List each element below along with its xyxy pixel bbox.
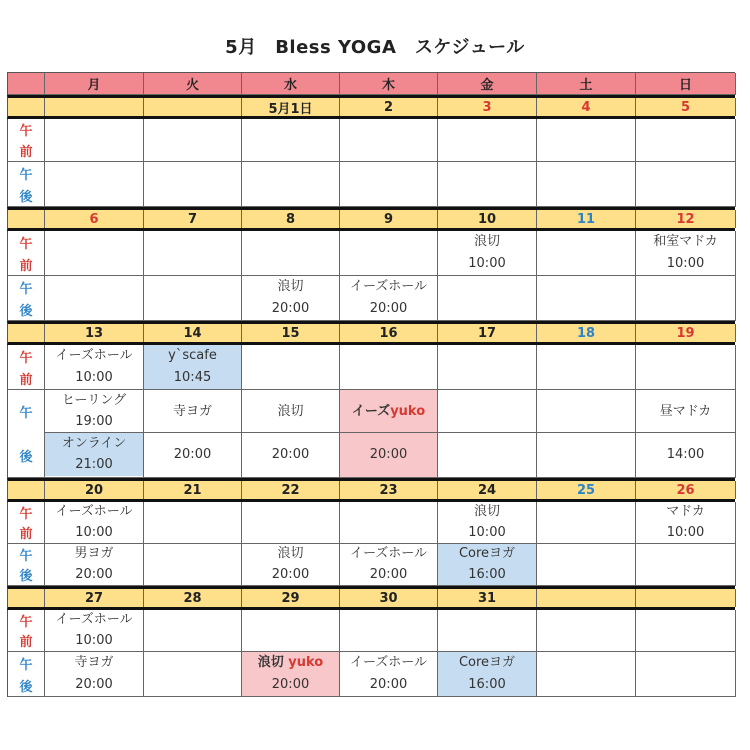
schedule-cell bbox=[537, 610, 636, 652]
event-name: 寺ヨガ bbox=[74, 654, 114, 670]
schedule-cell bbox=[537, 502, 636, 544]
schedule-cell bbox=[636, 544, 736, 586]
schedule-cell bbox=[242, 276, 340, 321]
event bbox=[45, 610, 143, 651]
event-name: 浪切 bbox=[473, 504, 500, 520]
pm-row bbox=[7, 276, 735, 321]
date-cell: 12 bbox=[636, 210, 736, 228]
schedule-cell bbox=[537, 544, 636, 586]
schedule-cell bbox=[340, 119, 438, 162]
event bbox=[438, 502, 536, 543]
event-name: y`scafe bbox=[168, 347, 217, 363]
schedule-cell bbox=[636, 652, 736, 697]
schedule-cell bbox=[636, 345, 736, 390]
date-cell: 14 bbox=[144, 324, 242, 342]
schedule-cell bbox=[636, 276, 736, 321]
event bbox=[242, 390, 339, 477]
event-name: マドカ bbox=[666, 504, 705, 520]
event-name-main: 浪切 bbox=[257, 654, 289, 670]
schedule-cell bbox=[45, 231, 144, 276]
date-cell: 7 bbox=[144, 210, 242, 228]
event-name: イーズホール bbox=[55, 504, 133, 520]
schedule-cell bbox=[438, 610, 537, 652]
event bbox=[242, 652, 339, 696]
schedule-cell bbox=[340, 231, 438, 276]
date-cell: 30 bbox=[340, 589, 438, 607]
schedule-cell bbox=[340, 610, 438, 652]
schedule-cell bbox=[45, 544, 144, 586]
schedule-cell bbox=[537, 162, 636, 207]
schedule-cell bbox=[144, 119, 242, 162]
event-name: イーズホール bbox=[349, 278, 428, 294]
schedule-cell bbox=[636, 119, 736, 162]
schedule-cell bbox=[340, 162, 438, 207]
pm-label: 午 後 bbox=[8, 276, 45, 321]
schedule-cell bbox=[537, 231, 636, 276]
schedule-cell bbox=[242, 502, 340, 544]
schedule-cell bbox=[144, 652, 242, 697]
event bbox=[144, 390, 241, 477]
am-label: 午 前 bbox=[8, 502, 45, 544]
schedule-cell bbox=[242, 390, 340, 478]
schedule-cell bbox=[144, 162, 242, 207]
date-cell: 25 bbox=[537, 481, 636, 499]
schedule-cell bbox=[537, 119, 636, 162]
schedule-cell bbox=[537, 345, 636, 390]
date-cell: 19 bbox=[636, 324, 736, 342]
schedule-cell bbox=[45, 502, 144, 544]
event-time: 20:00 bbox=[271, 566, 310, 582]
date-row bbox=[7, 95, 735, 119]
schedule-cell bbox=[636, 162, 736, 207]
event bbox=[340, 652, 437, 696]
event-name: オンライン bbox=[61, 435, 127, 451]
event bbox=[242, 544, 339, 585]
schedule-cell bbox=[144, 345, 242, 390]
event-name-main: イーズ bbox=[351, 403, 391, 419]
date-cell bbox=[144, 98, 242, 116]
event-time: 20:00 bbox=[271, 300, 310, 316]
date-cell: 17 bbox=[438, 324, 537, 342]
date-row bbox=[7, 321, 735, 345]
am-row bbox=[7, 502, 735, 544]
date-cell: 8 bbox=[242, 210, 340, 228]
am-label: 午 前 bbox=[8, 119, 45, 162]
event-name bbox=[352, 405, 425, 419]
schedule-cell bbox=[636, 610, 736, 652]
schedule-cell bbox=[636, 502, 736, 544]
weekday-6: 日 bbox=[636, 73, 736, 95]
event-time: 19:00 bbox=[75, 414, 113, 430]
event-time: 20:00 bbox=[369, 300, 408, 316]
pm-label: 午 後 bbox=[8, 652, 45, 697]
event-name: 浪切 bbox=[277, 403, 304, 419]
event bbox=[45, 390, 143, 433]
schedule-cell bbox=[537, 652, 636, 697]
event bbox=[45, 433, 143, 476]
event bbox=[636, 390, 735, 477]
pm-row bbox=[7, 390, 735, 478]
event bbox=[340, 276, 437, 320]
event bbox=[636, 502, 735, 543]
event-time: 20:00 bbox=[369, 566, 408, 582]
event bbox=[438, 231, 536, 275]
event-time: 10:00 bbox=[666, 255, 705, 271]
event bbox=[636, 231, 735, 275]
event-time: 10:00 bbox=[75, 369, 113, 385]
event-name: 昼マドカ bbox=[659, 403, 712, 419]
event-time: 20:00 bbox=[271, 676, 310, 692]
schedule-cell bbox=[438, 119, 537, 162]
date-cell: 11 bbox=[537, 210, 636, 228]
event-time: 10:45 bbox=[173, 369, 212, 385]
event-time: 10:00 bbox=[468, 255, 506, 271]
date-cell: 31 bbox=[438, 589, 537, 607]
date-cell: 23 bbox=[340, 481, 438, 499]
schedule-cell bbox=[144, 502, 242, 544]
schedule-cell bbox=[242, 162, 340, 207]
date-cell bbox=[636, 589, 736, 607]
date-cell: 13 bbox=[45, 324, 144, 342]
am-row bbox=[7, 119, 735, 162]
event-time: 20:00 bbox=[369, 676, 408, 692]
date-cell: 21 bbox=[144, 481, 242, 499]
date-row bbox=[7, 478, 735, 502]
date-cell bbox=[537, 589, 636, 607]
event-time: 21:00 bbox=[75, 457, 113, 473]
event-name: 和室マドカ bbox=[653, 233, 718, 249]
pm-row bbox=[7, 162, 735, 207]
event-time: 10:00 bbox=[666, 524, 705, 540]
event-name: イーズホール bbox=[349, 546, 428, 562]
event-time: 20:00 bbox=[75, 566, 113, 582]
event-name: 浪切 bbox=[277, 546, 304, 562]
schedule-cell bbox=[242, 544, 340, 586]
pm-label: 午 後 bbox=[8, 390, 45, 478]
event-time: 16:00 bbox=[468, 676, 506, 692]
schedule-cell bbox=[45, 276, 144, 321]
am-row bbox=[7, 345, 735, 390]
event-time: 10:00 bbox=[468, 524, 506, 540]
event-name: 寺ヨガ bbox=[172, 403, 212, 419]
schedule-cell bbox=[242, 119, 340, 162]
pm-row bbox=[7, 652, 735, 697]
date-row bbox=[7, 586, 735, 610]
event-name: 男ヨガ bbox=[74, 546, 114, 562]
date-cell: 16 bbox=[340, 324, 438, 342]
date-cell: 22 bbox=[242, 481, 340, 499]
event bbox=[45, 544, 143, 585]
event-name: イーズホール bbox=[55, 347, 133, 363]
schedule-cell bbox=[340, 544, 438, 586]
am-label: 午 前 bbox=[8, 345, 45, 390]
schedule-cell bbox=[438, 652, 537, 697]
schedule-cell bbox=[242, 231, 340, 276]
page-title: 5月 Bless YOGA スケジュール bbox=[225, 37, 525, 58]
event-time: 20:00 bbox=[75, 676, 113, 692]
date-cell: 4 bbox=[537, 98, 636, 116]
event-time: 10:00 bbox=[75, 524, 113, 540]
event-time: 20:00 bbox=[369, 447, 408, 463]
date-cell: 6 bbox=[45, 210, 144, 228]
event bbox=[438, 652, 536, 696]
schedule-cell bbox=[537, 390, 636, 478]
schedule-cell bbox=[45, 119, 144, 162]
weekday-2: 水 bbox=[242, 73, 340, 95]
schedule-table bbox=[7, 72, 735, 697]
event-time: 10:00 bbox=[75, 632, 113, 648]
schedule-cell bbox=[636, 231, 736, 276]
weekday-0: 月 bbox=[45, 73, 144, 95]
date-cell: 28 bbox=[144, 589, 242, 607]
date-cell: 15 bbox=[242, 324, 340, 342]
date-cell: 26 bbox=[636, 481, 736, 499]
schedule-cell bbox=[45, 652, 144, 697]
schedule-cell bbox=[340, 502, 438, 544]
am-row bbox=[7, 231, 735, 276]
date-cell: 9 bbox=[340, 210, 438, 228]
schedule-cell bbox=[144, 276, 242, 321]
schedule-cell bbox=[438, 231, 537, 276]
date-cell: 24 bbox=[438, 481, 537, 499]
event-name: Coreヨガ bbox=[458, 546, 516, 562]
event bbox=[340, 390, 437, 477]
schedule-cell bbox=[144, 544, 242, 586]
schedule-cell bbox=[636, 390, 736, 478]
event bbox=[242, 276, 339, 320]
schedule-cell bbox=[242, 345, 340, 390]
date-cell: 20 bbox=[45, 481, 144, 499]
am-label: 午 前 bbox=[8, 610, 45, 652]
schedule-cell bbox=[144, 610, 242, 652]
weekday-1: 火 bbox=[144, 73, 242, 95]
date-row bbox=[7, 207, 735, 231]
event-name: イーズホール bbox=[55, 612, 133, 628]
schedule-cell bbox=[144, 390, 242, 478]
pm-label: 午 後 bbox=[8, 162, 45, 207]
pm-label: 午 後 bbox=[8, 544, 45, 586]
date-cell: 27 bbox=[45, 589, 144, 607]
event-time: 20:00 bbox=[271, 447, 310, 463]
weekday-header-row bbox=[7, 72, 735, 95]
schedule-cell bbox=[242, 652, 340, 697]
date-cell: 18 bbox=[537, 324, 636, 342]
schedule-cell bbox=[340, 345, 438, 390]
schedule-cell bbox=[45, 162, 144, 207]
schedule-cell bbox=[242, 610, 340, 652]
event-time: 16:00 bbox=[468, 566, 506, 582]
pm-row bbox=[7, 544, 735, 586]
schedule-cell bbox=[537, 276, 636, 321]
schedule-cell bbox=[438, 162, 537, 207]
instructor-name: yuko bbox=[288, 654, 324, 670]
event bbox=[438, 544, 536, 585]
schedule-cell bbox=[45, 390, 144, 478]
am-label: 午 前 bbox=[8, 231, 45, 276]
event-name: 浪切 bbox=[277, 278, 304, 294]
instructor-name: yuko bbox=[390, 403, 426, 419]
schedule-cell bbox=[438, 502, 537, 544]
schedule-cell bbox=[438, 544, 537, 586]
date-cell: 29 bbox=[242, 589, 340, 607]
schedule-cell bbox=[438, 345, 537, 390]
date-cell bbox=[45, 98, 144, 116]
event-name bbox=[258, 656, 324, 670]
event-name: イーズホール bbox=[349, 654, 428, 670]
event-name: Coreヨガ bbox=[458, 654, 516, 670]
schedule-cell bbox=[45, 345, 144, 390]
schedule-cell bbox=[144, 231, 242, 276]
weekday-4: 金 bbox=[438, 73, 537, 95]
schedule-cell bbox=[340, 390, 438, 478]
schedule-cell bbox=[438, 390, 537, 478]
date-cell: 3 bbox=[438, 98, 537, 116]
schedule-cell bbox=[340, 652, 438, 697]
am-row bbox=[7, 610, 735, 652]
event-time: 20:00 bbox=[173, 447, 212, 463]
event bbox=[45, 502, 143, 543]
weekday-5: 土 bbox=[537, 73, 636, 95]
schedule-cell bbox=[340, 276, 438, 321]
event-name: ヒーリング bbox=[61, 392, 127, 408]
date-cell: 5月1日 bbox=[242, 98, 340, 116]
date-cell: 2 bbox=[340, 98, 438, 116]
event-name: 浪切 bbox=[473, 233, 500, 249]
date-cell: 5 bbox=[636, 98, 736, 116]
event bbox=[45, 652, 143, 696]
event-time: 14:00 bbox=[666, 447, 705, 463]
event bbox=[340, 544, 437, 585]
event bbox=[144, 345, 241, 389]
schedule-cell bbox=[45, 610, 144, 652]
schedule-cell bbox=[438, 276, 537, 321]
date-cell: 10 bbox=[438, 210, 537, 228]
weekday-3: 木 bbox=[340, 73, 438, 95]
event bbox=[45, 345, 143, 389]
